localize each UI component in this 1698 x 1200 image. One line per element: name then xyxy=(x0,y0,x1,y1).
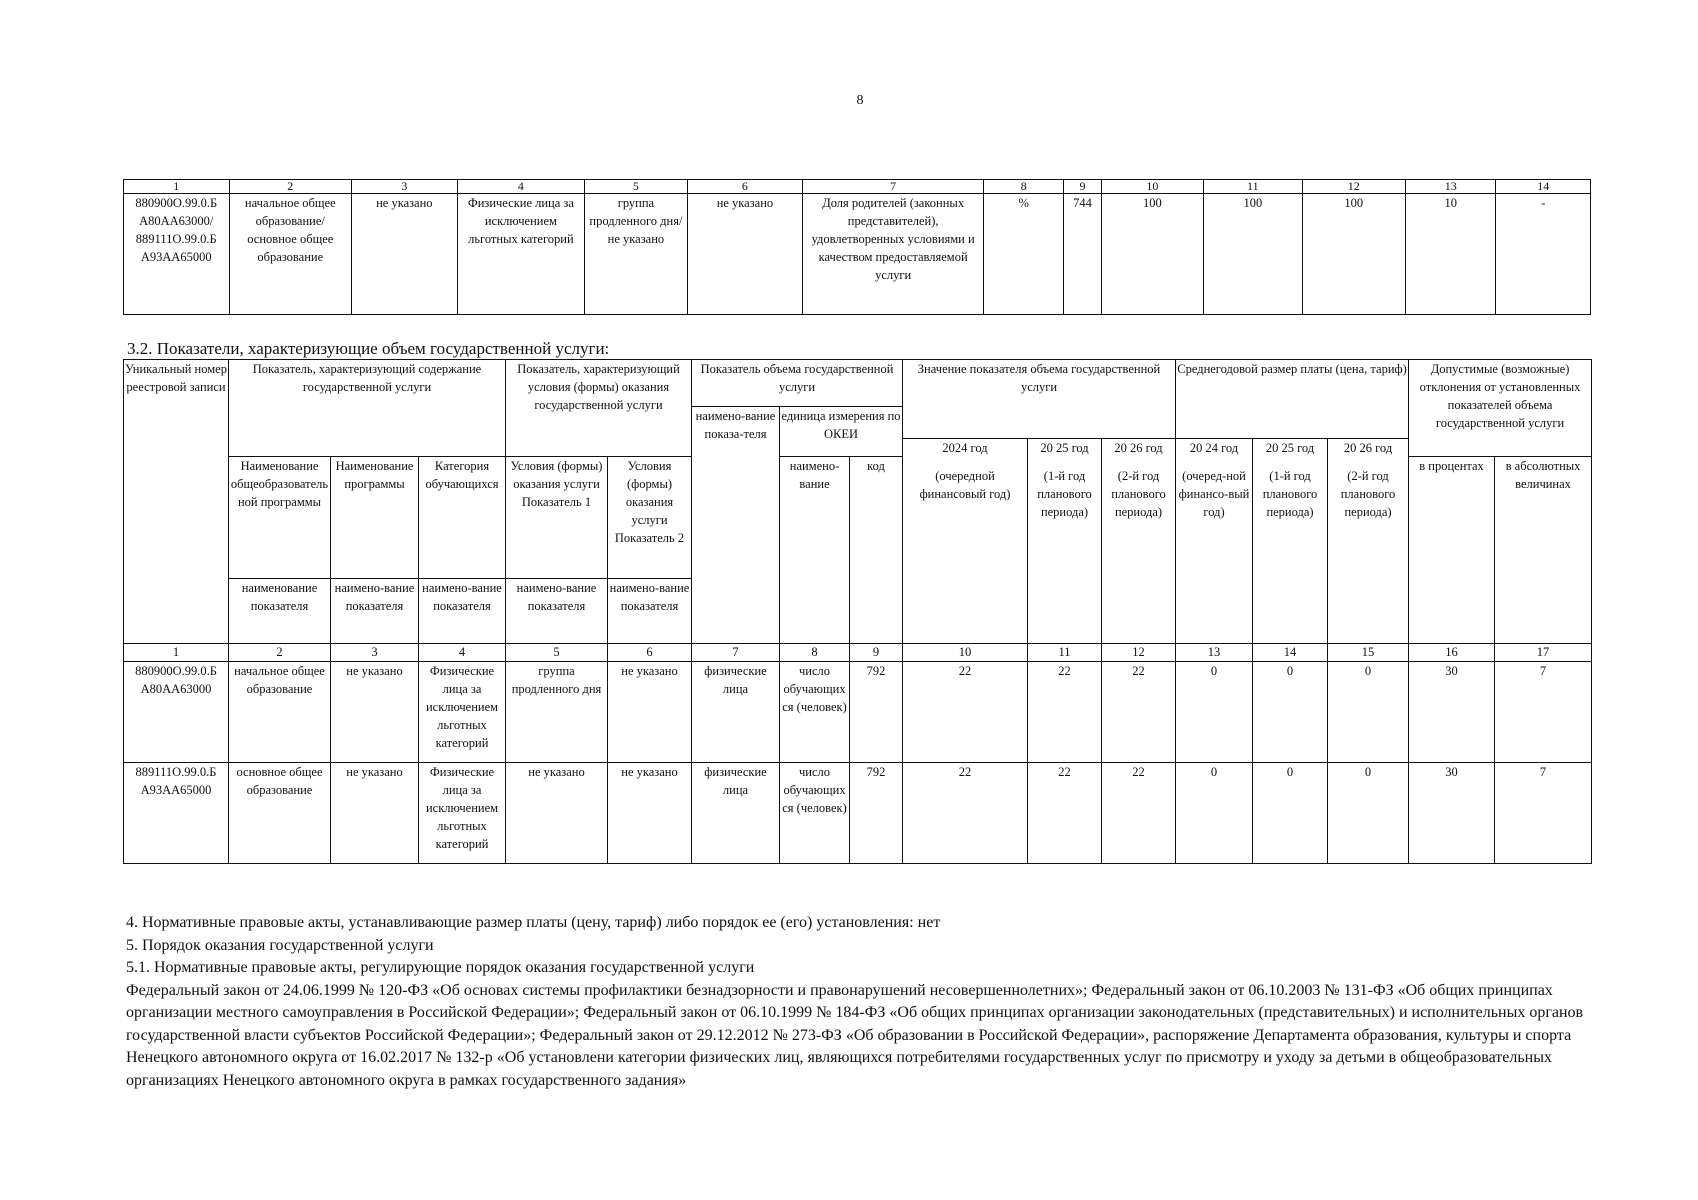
table-cell: % xyxy=(984,194,1064,315)
table-cell: начальное общее образование xyxy=(229,662,331,763)
col-number: 4 xyxy=(457,180,585,194)
paragraph-4: 4. Нормативные правовые акты, устанавливающие размер платы (цену, тариф) либо порядок ее (его) установления: нет xyxy=(126,914,941,931)
page-number: 8 xyxy=(856,93,864,108)
col-number: 4 xyxy=(419,644,506,662)
header-indicator-name: наимено-вание показателя xyxy=(331,579,419,644)
volume-indicators-table xyxy=(123,359,1592,864)
col-number: 6 xyxy=(687,180,803,194)
table-cell: Физические лица за исключением льготных категорий xyxy=(419,763,506,864)
col-number: 8 xyxy=(984,180,1064,194)
table-cell: число обучающихся (человек) xyxy=(780,763,850,864)
header-volume-value: Значение показателя объема государственной услуги xyxy=(903,360,1176,439)
column-number-row xyxy=(124,644,1592,662)
year-note: (2-й год планового периода) xyxy=(1111,469,1166,519)
header-deviation-percent: в процентах xyxy=(1409,457,1495,644)
table-cell: 22 xyxy=(903,763,1028,864)
table-cell: не указано xyxy=(506,763,608,864)
column-number-row xyxy=(124,180,1591,194)
table-cell: не указано xyxy=(608,763,692,864)
year-note: (1-й год планового периода) xyxy=(1037,469,1092,519)
table-cell: группа продленного дня xyxy=(506,662,608,763)
col-number: 6 xyxy=(608,644,692,662)
year-label: 20 25 год xyxy=(1265,441,1315,455)
year-note: (очередной финансовый год) xyxy=(919,469,1011,501)
table-cell: 792 xyxy=(850,763,903,864)
table-cell: 100 xyxy=(1204,194,1302,315)
paragraph-5-1: 5.1. Нормативные правовые акты, регулирующие порядок оказания государственной услуги xyxy=(126,959,755,976)
header-fee-2026 xyxy=(1328,439,1409,644)
col-number: 15 xyxy=(1328,644,1409,662)
header-allowed-deviation: Допустимые (возможные) отклонения от установленных показателей объема государственной услуги xyxy=(1409,360,1592,457)
year-label: 20 26 год xyxy=(1114,441,1163,455)
header-indicator-name: наимено-вание показателя xyxy=(506,579,608,644)
col-number: 14 xyxy=(1496,180,1591,194)
laws-list: Федеральный закон от 24.06.1999 № 120-ФЗ «Об основах системы профилактики безнадзорности и правонарушений несовершеннолетних»; Федеральный закон от 06.10.2003 № 131-ФЗ «Об общих принципах организации местного самоуправления в Российской Федерации»; Федеральный закон от 06.10.1999 № 184-ФЗ «Об общих принципах организации законодательных (представительных) и исполнительных органов государственной власти субъектов Российской Федерации»; Федеральный закон от 29.12.2012 № 273-ФЗ «Об образовании в Российской Федерации», распоряжение Департамента образования, культуры и спорта Ненецкого автономного округа от 16.02.2017 № 132-р «Об установлени категории физических лиц, являющихся потребителями государственных услуг по присмотру и уходу за детьми в общеобразовательных организациях Ненецкого автономного округа в рамках государственного задания» xyxy=(126,981,1584,1089)
paragraph-5: 5. Порядок оказания государственной услуги xyxy=(126,936,434,954)
col-number: 14 xyxy=(1253,644,1328,662)
header-fee-2025 xyxy=(1253,439,1328,644)
table-cell: не указано xyxy=(608,662,692,763)
legal-acts-section xyxy=(126,912,1596,1092)
header-indicator-name: наимено-вание показателя xyxy=(419,579,506,644)
table-cell: Физические лица за исключением льготных категорий xyxy=(457,194,585,315)
col-number: 1 xyxy=(124,644,229,662)
table-cell: не указано xyxy=(352,194,458,315)
header-okei-code: код xyxy=(850,457,903,644)
table-cell: 22 xyxy=(1028,662,1102,763)
col-number: 2 xyxy=(229,644,331,662)
table-row xyxy=(124,763,1592,864)
col-number: 3 xyxy=(352,180,458,194)
table-cell: 30 xyxy=(1409,662,1495,763)
col-number: 17 xyxy=(1495,644,1592,662)
col-number: 3 xyxy=(331,644,419,662)
col-number: 8 xyxy=(780,644,850,662)
header-indicator-name: наименование показателя xyxy=(229,579,331,644)
header-year-2024 xyxy=(903,439,1028,644)
header-unique-number: Уникальный номер реестровой записи xyxy=(124,360,229,644)
quality-indicators-table xyxy=(123,179,1591,315)
header-volume-indicator: Показатель объема государственной услуги xyxy=(692,360,903,407)
header-year-2026 xyxy=(1102,439,1176,644)
year-label: 20 24 год xyxy=(1189,441,1239,455)
table-cell: 10 xyxy=(1406,194,1496,315)
header-row xyxy=(124,360,1592,407)
header-volume-name: наимено-вание показа-теля xyxy=(692,407,780,644)
header-condition-1: Условия (формы) оказания услуги Показатель 1 xyxy=(506,457,608,579)
col-number: 5 xyxy=(506,644,608,662)
header-okei-name: наимено-вание xyxy=(780,457,850,644)
table-cell: 0 xyxy=(1253,662,1328,763)
table-cell: 22 xyxy=(903,662,1028,763)
col-number: 10 xyxy=(903,644,1028,662)
header-year-2025 xyxy=(1028,439,1102,644)
col-number: 12 xyxy=(1302,180,1405,194)
table-cell: 880900О.99.0.Б А80АА63000 xyxy=(124,662,229,763)
table-cell: не указано xyxy=(687,194,803,315)
header-indicator-name: наимено-вание показателя xyxy=(608,579,692,644)
table-cell: 22 xyxy=(1028,763,1102,864)
table-cell: не указано xyxy=(331,763,419,864)
year-note: (2-й год планового периода) xyxy=(1340,469,1396,519)
section-title: 3.2. Показатели, характеризующие объем государственной услуги: xyxy=(127,339,610,358)
col-number: 11 xyxy=(1028,644,1102,662)
table-cell: 744 xyxy=(1064,194,1101,315)
header-average-fee: Среднегодовой размер платы (цена, тариф) xyxy=(1176,360,1409,439)
col-number: 2 xyxy=(229,180,352,194)
table-cell: 30 xyxy=(1409,763,1495,864)
table-cell: 22 xyxy=(1102,763,1176,864)
table-cell: 0 xyxy=(1176,662,1253,763)
table-cell: число обучающихся (человек) xyxy=(780,662,850,763)
table-cell: Доля родителей (законных представителей), удовлетворенных условиями и качеством предоставляемой услуги xyxy=(803,194,984,315)
col-number: 11 xyxy=(1204,180,1302,194)
table-cell: Физические лица за исключением льготных категорий xyxy=(419,662,506,763)
header-condition-2: Условия (формы) оказания услуги Показатель 2 xyxy=(608,457,692,579)
header-fee-2024 xyxy=(1176,439,1253,644)
table-cell: физические лица xyxy=(692,662,780,763)
col-number: 9 xyxy=(850,644,903,662)
header-student-category: Категория обучающихся xyxy=(419,457,506,579)
col-number: 9 xyxy=(1064,180,1101,194)
col-number: 7 xyxy=(692,644,780,662)
table-cell: 792 xyxy=(850,662,903,763)
year-note: (очеред-ной финансо-вый год) xyxy=(1178,469,1250,519)
table-cell: 0 xyxy=(1253,763,1328,864)
col-number: 13 xyxy=(1176,644,1253,662)
table-cell: 100 xyxy=(1302,194,1405,315)
header-conditions-indicator: Показатель, характеризующий условия (формы) оказания государственной услуги xyxy=(506,360,692,457)
table-cell: 0 xyxy=(1328,763,1409,864)
table-cell: 7 xyxy=(1495,763,1592,864)
table-row xyxy=(124,662,1592,763)
year-label: 20 25 год xyxy=(1040,441,1089,455)
header-content-indicator: Показатель, характеризующий содержание государственной услуги xyxy=(229,360,506,457)
year-label: 2024 год xyxy=(942,441,988,455)
table-cell: 880900О.99.0.Б А80АА63000/ 889111О.99.0.Б А93АА65000 xyxy=(124,194,230,315)
col-number: 16 xyxy=(1409,644,1495,662)
table-cell: группа продленного дня/ не указано xyxy=(585,194,687,315)
table-cell: 0 xyxy=(1328,662,1409,763)
header-program-name: Наименование общеобразовательной программы xyxy=(229,457,331,579)
header-okei-unit: единица измерения по ОКЕИ xyxy=(780,407,903,457)
col-number: 13 xyxy=(1406,180,1496,194)
table-row xyxy=(124,194,1591,315)
table-cell: начальное общее образование/ основное общее образование xyxy=(229,194,352,315)
header-program: Наименование программы xyxy=(331,457,419,579)
table-cell: основное общее образование xyxy=(229,763,331,864)
table-cell: 100 xyxy=(1101,194,1203,315)
header-deviation-absolute: в абсолютных величинах xyxy=(1495,457,1592,644)
table-cell: 7 xyxy=(1495,662,1592,763)
table-cell: 889111О.99.0.Б А93АА65000 xyxy=(124,763,229,864)
year-label: 20 26 год xyxy=(1343,441,1393,455)
col-number: 1 xyxy=(124,180,230,194)
year-note: (1-й год планового периода) xyxy=(1262,469,1318,519)
table-cell: 0 xyxy=(1176,763,1253,864)
table-cell: 22 xyxy=(1102,662,1176,763)
col-number: 7 xyxy=(803,180,984,194)
table-cell: не указано xyxy=(331,662,419,763)
table-cell: - xyxy=(1496,194,1591,315)
col-number: 5 xyxy=(585,180,687,194)
table-cell: физические лица xyxy=(692,763,780,864)
col-number: 10 xyxy=(1101,180,1203,194)
col-number: 12 xyxy=(1102,644,1176,662)
